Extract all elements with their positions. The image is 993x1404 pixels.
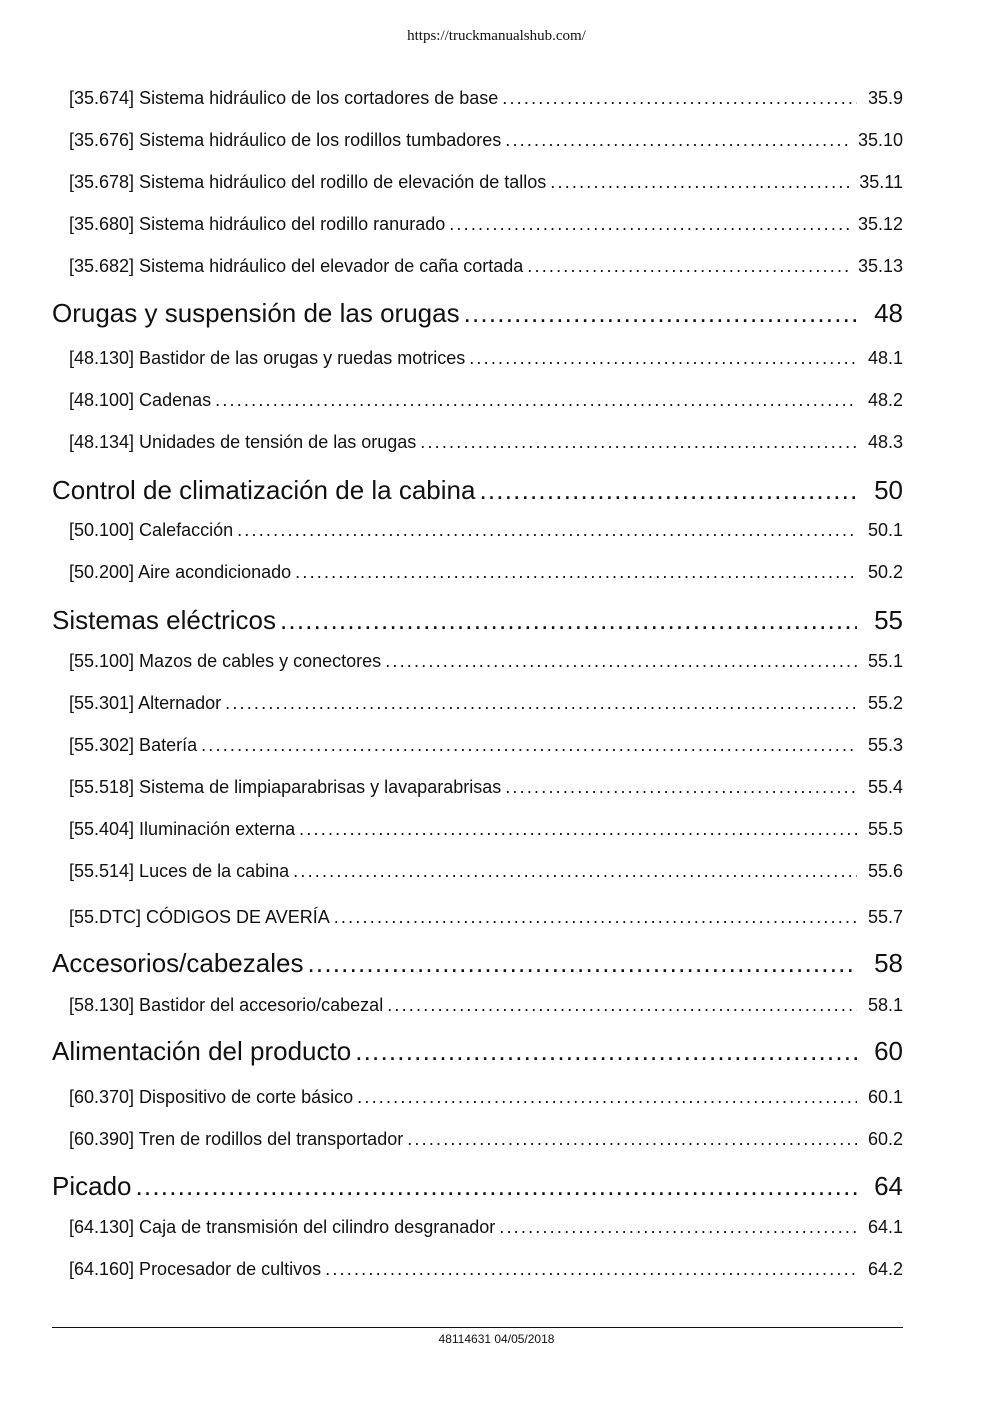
dot-leader	[420, 432, 857, 453]
footer-divider	[52, 1327, 903, 1328]
toc-entry-title: [35.682] Sistema hidráulico del elevador de caña cortada	[69, 256, 524, 276]
toc-entry-title: [35.680] Sistema hidráulico del rodillo ranurado	[69, 214, 446, 234]
toc-entry-title: [55.100] Mazos de cables y conectores	[69, 651, 382, 671]
toc-entry[interactable]	[69, 651, 903, 672]
toc-entry-page: 64.2	[867, 1259, 903, 1279]
toc-entry-title: [64.160] Procesador de cultivos	[69, 1259, 322, 1279]
toc-entry[interactable]	[69, 907, 903, 928]
toc-entry-title: [55.DTC] CÓDIGOS DE AVERÍA	[69, 907, 330, 927]
toc-entry[interactable]	[69, 172, 903, 193]
dot-leader	[449, 214, 852, 235]
toc-section-page: 50	[874, 475, 903, 505]
dot-leader	[505, 777, 857, 798]
toc-entry-title: [55.302] Batería	[69, 735, 198, 755]
toc-entry-page: 35.10	[857, 130, 903, 150]
toc-entry-title: [48.100] Cadenas	[69, 390, 212, 410]
dot-leader	[299, 819, 857, 840]
toc-entry-page: 55.7	[867, 907, 903, 927]
toc-entry-title: [48.134] Unidades de tensión de las orugas	[69, 432, 417, 452]
toc-entry[interactable]	[69, 995, 903, 1016]
toc-entry[interactable]	[69, 432, 903, 453]
toc-entry-page: 35.11	[859, 172, 903, 192]
toc-entry[interactable]	[69, 88, 903, 109]
toc-section-title: Sistemas eléctricos	[52, 605, 276, 635]
toc-entry[interactable]	[69, 735, 903, 756]
toc-entry-page: 58.1	[867, 995, 903, 1015]
toc-section-title: Alimentación del producto	[52, 1036, 352, 1066]
toc-section-title: Control de climatización de la cabina	[52, 475, 476, 505]
toc-section-title: Orugas y suspensión de las orugas	[52, 298, 460, 328]
toc-section-page: 55	[874, 605, 903, 635]
toc-entry-page: 35.12	[857, 214, 903, 234]
toc-entry-page: 55.2	[867, 693, 903, 713]
dot-leader	[280, 605, 857, 636]
toc-section[interactable]	[52, 1171, 903, 1202]
toc-section-title: Picado	[52, 1171, 132, 1201]
toc-entry-title: [50.200] Aire acondicionado	[69, 562, 292, 582]
toc-section[interactable]	[52, 298, 903, 329]
toc-entry[interactable]	[69, 348, 903, 369]
toc-section[interactable]	[52, 475, 903, 506]
toc-entry[interactable]	[69, 130, 903, 151]
toc-entry-title: [55.404] Iluminación externa	[69, 819, 296, 839]
dot-leader	[136, 1171, 858, 1202]
toc-entry-page: 60.2	[867, 1129, 903, 1149]
toc-entry-page: 48.1	[867, 348, 903, 368]
toc-section-page: 48	[874, 298, 903, 328]
toc-entry-page: 55.5	[867, 819, 903, 839]
toc-entry-page: 50.2	[867, 562, 903, 582]
dot-leader	[237, 520, 857, 541]
dot-leader	[527, 256, 852, 277]
dot-leader	[499, 1217, 857, 1238]
dot-leader	[505, 130, 852, 151]
dot-leader	[295, 562, 857, 583]
toc-entry-page: 60.1	[867, 1087, 903, 1107]
toc-entry-title: [50.100] Calefacción	[69, 520, 234, 540]
toc-entry[interactable]	[69, 819, 903, 840]
toc-entry[interactable]	[69, 256, 903, 277]
toc-section[interactable]	[52, 605, 903, 636]
toc-section[interactable]	[52, 1036, 903, 1067]
toc-entry[interactable]	[69, 693, 903, 714]
dot-leader	[215, 390, 857, 411]
dot-leader	[307, 948, 857, 979]
toc-section[interactable]	[52, 948, 903, 979]
dot-leader	[407, 1129, 857, 1150]
dot-leader	[469, 348, 857, 369]
toc-entry-page: 48.2	[867, 390, 903, 410]
toc-entry-page: 35.9	[867, 88, 903, 108]
toc-section-page: 64	[874, 1171, 903, 1201]
toc-entry-page: 48.3	[867, 432, 903, 452]
toc-entry-title: [64.130] Caja de transmisión del cilindro desgranador	[69, 1217, 496, 1237]
toc-entry-title: [55.518] Sistema de limpiaparabrisas y lavaparabrisas	[69, 777, 502, 797]
toc-entry[interactable]	[69, 214, 903, 235]
toc-entry[interactable]	[69, 390, 903, 411]
toc-entry-title: [35.674] Sistema hidráulico de los cortadores de base	[69, 88, 499, 108]
toc-entry-page: 55.1	[867, 651, 903, 671]
toc-entry-page: 50.1	[867, 520, 903, 540]
footer-doc-ref: 48114631 04/05/2018	[438, 1332, 555, 1346]
toc-entry-title: [55.514] Luces de la cabina	[69, 861, 290, 881]
toc-entry-page: 64.1	[867, 1217, 903, 1237]
toc-entry[interactable]	[69, 861, 903, 882]
toc-entry-title: [35.678] Sistema hidráulico del rodillo de elevación de tallos	[69, 172, 547, 192]
toc-entry-title: [35.676] Sistema hidráulico de los rodillos tumbadores	[69, 130, 502, 150]
dot-leader	[325, 1259, 857, 1280]
toc-entry-title: [48.130] Bastidor de las orugas y ruedas motrices	[69, 348, 466, 368]
toc-section-page: 60	[874, 1036, 903, 1066]
dot-leader	[479, 475, 857, 506]
dot-leader	[355, 1036, 857, 1067]
dot-leader	[293, 861, 857, 882]
toc-entry-page: 55.6	[867, 861, 903, 881]
toc-entry[interactable]	[69, 520, 903, 541]
dot-leader	[502, 88, 857, 109]
toc-entry-title: [60.370] Dispositivo de corte básico	[69, 1087, 354, 1107]
toc-section-title: Accesorios/cabezales	[52, 948, 304, 978]
toc-entry-title: [55.301] Alternador	[69, 693, 222, 713]
toc-entry[interactable]	[69, 1129, 903, 1150]
dot-leader	[334, 907, 857, 928]
toc-entry-title: [60.390] Tren de rodillos del transportador	[69, 1129, 404, 1149]
toc-section-page: 58	[874, 948, 903, 978]
dot-leader	[225, 693, 857, 714]
toc-entry[interactable]	[69, 1259, 903, 1280]
toc-entry-page: 55.3	[867, 735, 903, 755]
dot-leader	[357, 1087, 857, 1108]
toc-entry[interactable]	[69, 1087, 903, 1108]
dot-leader	[387, 995, 857, 1016]
dot-leader	[464, 298, 857, 329]
dot-leader	[201, 735, 857, 756]
toc-entry-page: 35.13	[857, 256, 903, 276]
dot-leader	[550, 172, 853, 193]
toc-entry[interactable]	[69, 1217, 903, 1238]
dot-leader	[385, 651, 857, 672]
toc-entry-title: [58.130] Bastidor del accesorio/cabezal	[69, 995, 384, 1015]
toc-entry[interactable]	[69, 777, 903, 798]
toc-entry[interactable]	[69, 562, 903, 583]
source-url: https://truckmanualshub.com/	[407, 28, 586, 44]
toc-entry-page: 55.4	[867, 777, 903, 797]
